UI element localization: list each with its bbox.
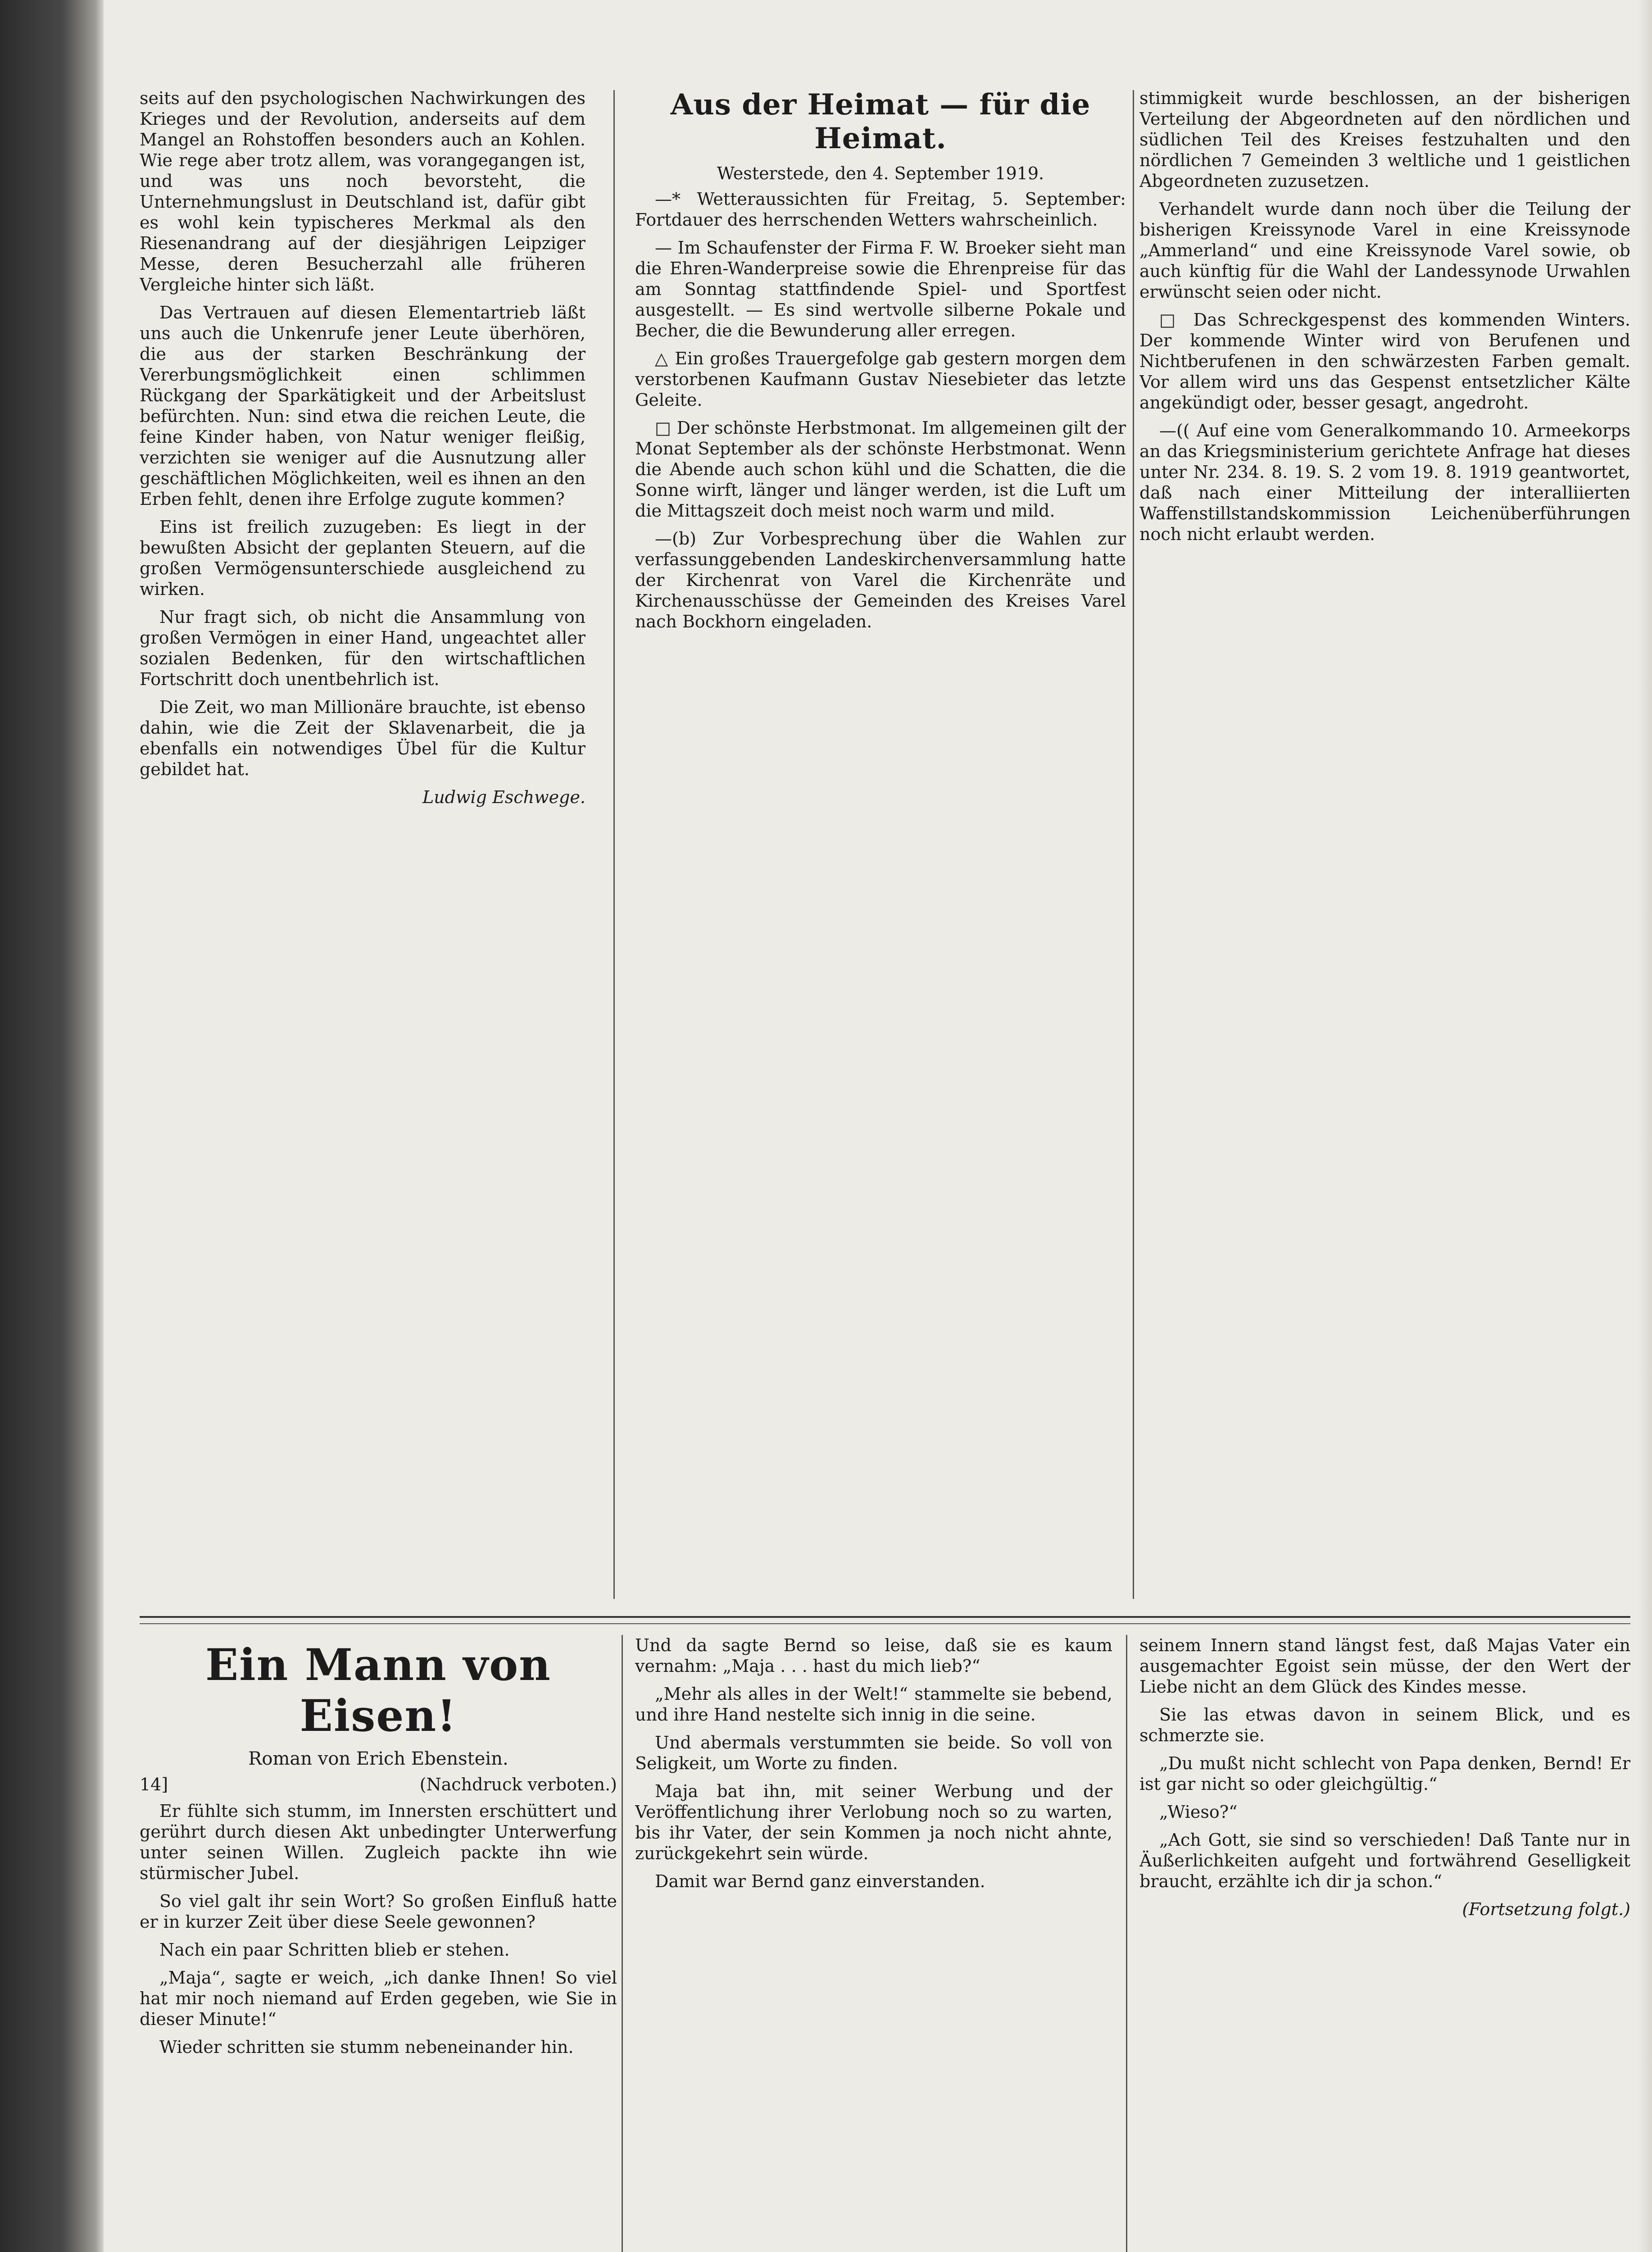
news-item: —(b) Zur Vorbesprechung über die Wahlen zur verfassunggebenden Landeskirchenversammlung hatte der Kirchenrat von Varel die Kirchenräte und Kirchenausschüsse der Gemeinden des Kreises Varel nach Bockhorn eingeladen. <box>635 529 1126 631</box>
column-divider <box>622 1635 623 2252</box>
newspaper-page <box>104 0 1652 2252</box>
novel-paragraph: Sie las etwas davon in seinem Blick, und es schmerzte sie. <box>1139 1705 1630 1745</box>
news-item: □ Der schönste Herbstmonat. Im allgemeinen gilt der Monat September als der schönste Herbstmonat. Wenn die Abende auch schon kühl und die Schatten, die die Sonne wirft, länger und länger werden, ist die Luft um die Mittagszeit doch meist noch warm und mild. <box>635 418 1126 521</box>
article-paragraph: Nur fragt sich, ob nicht die Ansammlung von großen Vermögen in einer Hand, ungeachtet aller sozialen Bedenken, für den wirtschaftlichen Fortschritt doch unentbehrlich ist. <box>140 607 585 689</box>
novel-column-2 <box>635 1635 1112 2252</box>
right-news-column <box>1139 88 1630 1601</box>
article-paragraph: Eins ist freilich zuzugeben: Es liegt in der bewußten Absicht der geplanten Steuern, auf die großen Vermögensunterschiede ausgleichend zu wirken. <box>140 517 585 599</box>
heimat-column <box>635 88 1126 1601</box>
news-item: stimmigkeit wurde beschlossen, an der bisherigen Verteilung der Abgeordneten auf den nördlichen und südlichen Teil des Kreises festzuhalten und den nördlichen 7 Gemeinden 3 weltliche und 1 geistlichen Abgeordneten zuzusetzen. <box>1139 88 1630 191</box>
novel-title: Ein Mann von Eisen! <box>205 1639 551 1741</box>
novel-paragraph: „Mehr als alles in der Welt!“ stammelte sie bebend, und ihre Hand nestelte sich innig in die seine. <box>635 1684 1112 1725</box>
novel-paragraph: „Ach Gott, sie sind so verschieden! Daß Tante nur in Äußerlichkeiten aufgeht und fortwährend Geselligkeit braucht, erzählte ich dir ja schon.“ <box>1139 1830 1630 1891</box>
novel-paragraph: „Maja“, sagte er weich, „ich danke Ihnen! So viel hat mir noch niemand auf Erden gegeben, wie Sie in dieser Minute!“ <box>140 1968 617 2029</box>
article-paragraph: seits auf den psychologischen Nachwirkungen des Krieges und der Revolution, anderseits auf dem Mangel an Rohstoffen besonders auch an Kohlen. Wie rege aber trotz allem, was vorangegangen ist, und was uns noch bevorsteht, die Unternehmungslust in Deutschland ist, dafür gibt es wohl kein typischeres Merkmal als den Riesenandrang auf der diesjährigen Leipziger Messe, deren Besucherzahl alle früheren Vergleiche hinter sich läßt. <box>140 88 585 295</box>
news-item: □ Das Schreckgespenst des kommenden Winters. Der kommende Winter wird von Berufenen und Nichtberufenen in den schwärzesten Farben gemalt. Vor allem wird uns das Gespenst entsetzlicher Kälte angekündigt oder, besser gesagt, angedroht. <box>1139 310 1630 413</box>
novel-paragraph: Maja bat ihn, mit seiner Werbung und der Veröffentlichung ihrer Verlobung noch so zu warten, bis ihr Vater, der sein Kommen ja noch nicht ahnte, zurückgekehrt sein würde. <box>635 1781 1112 1863</box>
column-divider <box>1126 1635 1127 2252</box>
novel-paragraph: seinem Innern stand längst fest, daß Majas Vater ein ausgemachter Egoist sein müsse, der den Wert der Liebe nicht an dem Glück des Kindes messe. <box>1139 1635 1630 1697</box>
installment-number: 14] <box>140 1775 168 1794</box>
novel-author: Roman von Erich Ebenstein. <box>248 1748 508 1769</box>
column-divider <box>1133 90 1134 1599</box>
reprint-notice: (Nachdruck verboten.) <box>419 1775 617 1794</box>
novel-paragraph: Damit war Bernd ganz einverstanden. <box>655 1871 985 1891</box>
news-item: —* Wetteraussichten für Freitag, 5. September: Fortdauer des herrschenden Wetters wahrscheinlich. <box>635 189 1126 230</box>
continuation-note: (Fortsetzung folgt.) <box>1462 1899 1630 1919</box>
news-item: —(( Auf eine vom Generalkommando 10. Armeekorps an das Kriegsministerium gerichtete Anfrage hat dieses unter Nr. 234. 8. 19. S. 2 vom 19. 8. 1919 geantwortet, daß nach einer Mitteilung der interalliierten Waffenstillstandskommission Leichenüberführungen noch nicht erlaubt werden. <box>1139 421 1630 544</box>
novel-paragraph: Nach ein paar Schritten blieb er stehen. <box>159 1940 510 1960</box>
novel-column-1 <box>140 1635 617 2252</box>
book-binding <box>0 0 104 2252</box>
article-signature: Ludwig Eschwege. <box>422 787 585 807</box>
novel-paragraph: „Wieso?“ <box>1159 1802 1238 1822</box>
feuilleton-rule <box>140 1616 1630 1624</box>
novel-paragraph: Und abermals verstummten sie beide. So voll von Seligkeit, um Worte zu finden. <box>635 1733 1112 1773</box>
novel-paragraph: Wieder schritten sie stumm nebeneinander hin. <box>159 2037 574 2057</box>
novel-paragraph: So viel galt ihr sein Wort? So großen Einfluß hatte er in kurzer Zeit über diese Seele gewonnen? <box>140 1891 617 1932</box>
page-edge <box>1638 0 1652 2252</box>
news-item: — Im Schaufenster der Firma F. W. Broeker sieht man die Ehren-Wanderpreise sowie die Ehrenpreise für das am Sonntag stattfindende Spiel- und Sportfest ausgestellt. — Es sind wertvolle silberne Pokale und Becher, die die Bewunderung aller erregen. <box>635 238 1126 341</box>
article-paragraph: Die Zeit, wo man Millionäre brauchte, ist ebenso dahin, wie die Zeit der Sklavenarbeit, die ja ebenfalls ein notwendiges Übel für die Kultur gebildet hat. <box>140 697 585 779</box>
novel-column-3 <box>1139 1635 1630 2252</box>
novel-paragraph: „Du mußt nicht schlecht von Papa denken, Bernd! Er ist gar nicht so oder gleichgültig.“ <box>1139 1753 1630 1794</box>
news-item: △ Ein großes Trauergefolge gab gestern morgen dem verstorbenen Kaufmann Gustav Niesebieter das letzte Geleite. <box>635 349 1126 410</box>
novel-meta <box>140 1775 617 1794</box>
section-heading: Aus der Heimat — für die Heimat. <box>670 88 1091 155</box>
column-divider <box>613 90 615 1599</box>
dateline: Westerstede, den 4. September 1919. <box>717 163 1044 183</box>
article-paragraph: Das Vertrauen auf diesen Elementartrieb läßt uns auch die Unkenrufe jener Leute überhören, die aus der starken Beschränkung der Vererbungsmöglichkeit einen schlimmen Rückgang der Sparkätigkeit und der Arbeitslust befürchten. Nun: sind etwa die reichen Leute, die feine Kinder haben, von Natur weniger fleißig, verzichten sie weniger auf die Ausnutzung aller geschäftlichen Möglichkeiten, weil es ihnen an den Erben fehlt, denen ihre Erfolge zugute kommen? <box>140 303 585 509</box>
novel-paragraph: Er fühlte sich stumm, im Innersten erschüttert und gerührt durch diesen Akt unbedingter Unterwerfung unter seinen Willen. Zugleich packte ihn wie stürmischer Jubel. <box>140 1801 617 1883</box>
novel-paragraph: Und da sagte Bernd so leise, daß sie es kaum vernahm: „Maja . . . hast du mich lieb?“ <box>635 1635 1112 1676</box>
left-article-column <box>140 88 585 1601</box>
news-item: Verhandelt wurde dann noch über die Teilung der bisherigen Kreissynode Varel in eine Kreissynode „Ammerland“ und eine Kreissynode Varel sowie, ob auch künftig für die Wahl der Landessynode Urwahlen erwünscht seien oder nicht. <box>1139 199 1630 302</box>
